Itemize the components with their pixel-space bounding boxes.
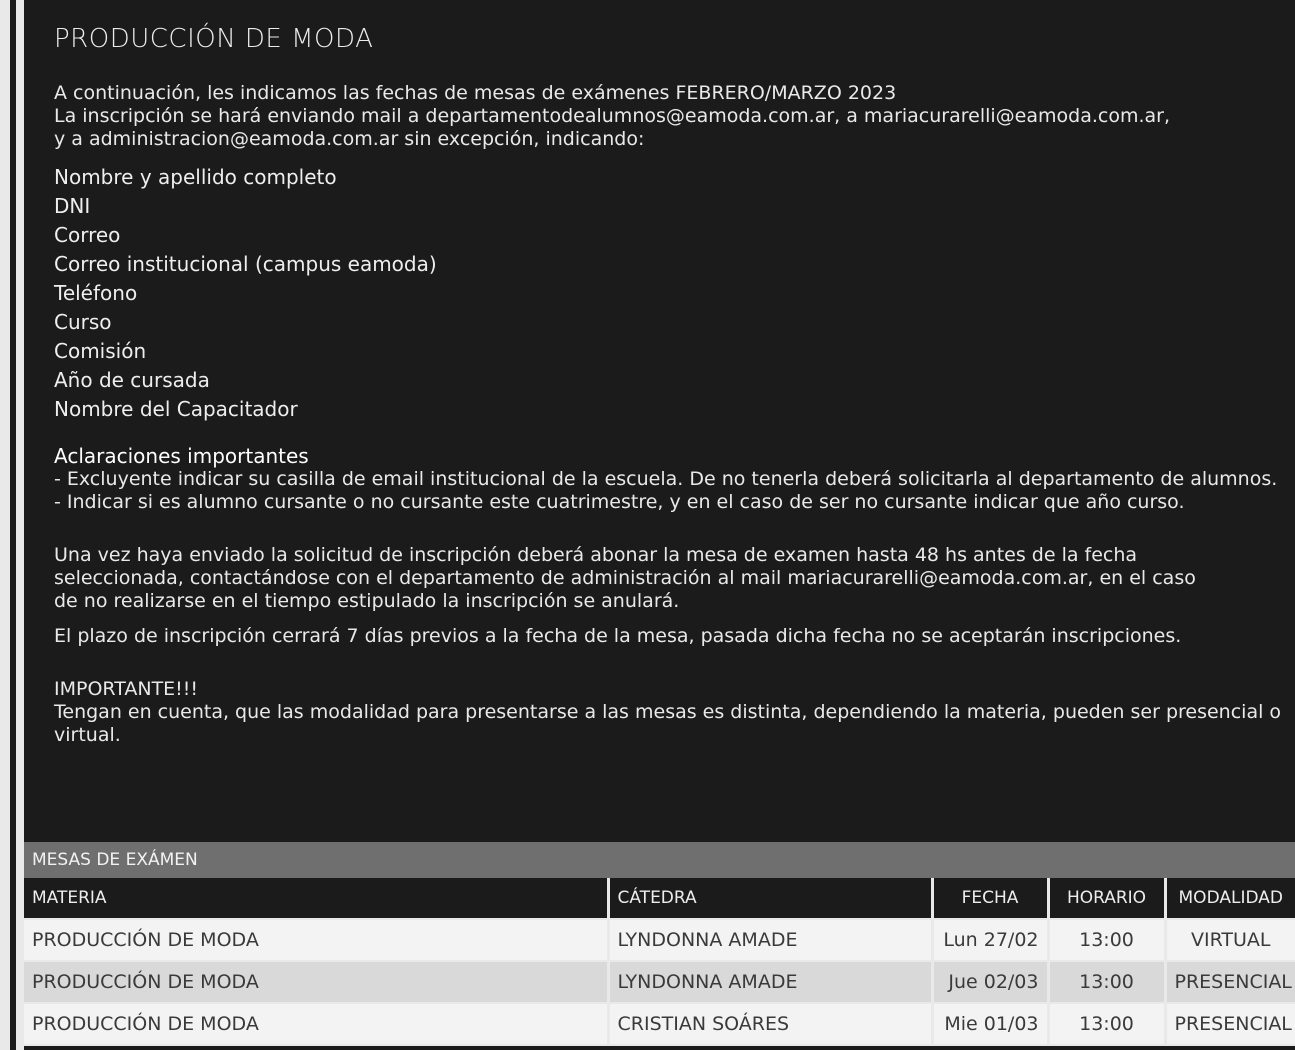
table-header-row: [24, 878, 1295, 919]
exam-schedule: [24, 842, 1295, 1046]
cell-catedra: CRISTIAN SOÁRES: [608, 1003, 932, 1045]
payment-line: de no realizarse en el tiempo estipulado la inscripción se anulará.: [54, 590, 680, 612]
cell-fecha: Lun 27/02: [932, 919, 1048, 961]
cell-materia: PRODUCCIÓN DE MODA: [24, 919, 608, 961]
cell-horario: 13:00: [1048, 1003, 1165, 1045]
exam-table-title: MESAS DE EXÁMEN: [24, 842, 1295, 878]
list-item: Comisión: [54, 339, 147, 363]
cell-fecha: Jue 02/03: [932, 961, 1048, 1003]
header-catedra: CÁTEDRA: [608, 878, 932, 919]
clarification-item: - Indicar si es alumno cursante o no cursante este cuatrimestre, y en el caso de ser no cursante indicar que año curso.: [54, 491, 1185, 513]
payment-line: seleccionada, contactándose con el departamento de administración al mail mariacurarelli@eamoda.com.ar, en el caso: [54, 567, 1196, 589]
table-row: [24, 1003, 1295, 1045]
list-item: Correo institucional (campus eamoda): [54, 252, 437, 276]
clarifications-heading: Aclaraciones importantes: [54, 444, 309, 468]
cell-catedra: LYNDONNA AMADE: [608, 919, 932, 961]
intro-line: A continuación, les indicamos las fechas de mesas de exámenes FEBRERO/MARZO 2023: [54, 82, 897, 104]
cell-catedra: LYNDONNA AMADE: [608, 961, 932, 1003]
clarification-item: - Excluyente indicar su casilla de email institucional de la escuela. De no tenerla deberá solicitarla al departamento de alumnos.: [54, 468, 1278, 490]
announcement: [54, 24, 1284, 747]
cell-materia: PRODUCCIÓN DE MODA: [24, 961, 608, 1003]
list-item: Correo: [54, 223, 121, 247]
list-item: Teléfono: [54, 281, 138, 305]
left-border: [0, 0, 24, 1050]
deadline-text: El plazo de inscripción cerrará 7 días previos a la fecha de la mesa, pasada dicha fecha no se aceptarán inscripciones.: [54, 625, 1182, 647]
table-row: [24, 919, 1295, 961]
intro-line: y a administracion@eamoda.com.ar sin excepción, indicando:: [54, 128, 645, 150]
payment-text: [54, 544, 1284, 613]
cell-materia: PRODUCCIÓN DE MODA: [24, 1003, 608, 1045]
cell-horario: 13:00: [1048, 961, 1165, 1003]
left-border-stripe: [10, 0, 16, 1050]
list-item: Nombre y apellido completo: [54, 165, 337, 189]
list-item: DNI: [54, 194, 91, 218]
header-materia: MATERIA: [24, 878, 608, 919]
page-title: PRODUCCIÓN DE MODA: [54, 24, 374, 54]
important-text: Tengan en cuenta, que las modalidad para presentarse a las mesas es distinta, dependiendo la materia, pueden ser presencial o virtual.: [54, 701, 1282, 746]
intro-line: La inscripción se hará enviando mail a departamentodealumnos@eamoda.com.ar, a mariacurarelli@eamoda.com.ar,: [54, 105, 1170, 127]
cell-fecha: Mie 01/03: [932, 1003, 1048, 1045]
list-item: Año de cursada: [54, 368, 210, 392]
list-item: Curso: [54, 310, 112, 334]
cell-horario: 13:00: [1048, 919, 1165, 961]
important-heading: IMPORTANTE!!!: [54, 678, 199, 700]
required-fields-list: [54, 163, 1284, 424]
header-fecha: FECHA: [932, 878, 1048, 919]
header-horario: HORARIO: [1048, 878, 1165, 919]
exam-table: [24, 878, 1295, 1046]
cell-modalidad: PRESENCIAL: [1165, 1003, 1295, 1045]
list-item: Nombre del Capacitador: [54, 397, 298, 421]
intro-text: [54, 82, 1284, 151]
cell-modalidad: PRESENCIAL: [1165, 961, 1295, 1003]
header-modalidad: MODALIDAD: [1165, 878, 1295, 919]
table-row: [24, 961, 1295, 1003]
payment-line: Una vez haya enviado la solicitud de inscripción deberá abonar la mesa de examen hasta 48 hs antes de la fecha: [54, 544, 1138, 566]
cell-modalidad: VIRTUAL: [1165, 919, 1295, 961]
